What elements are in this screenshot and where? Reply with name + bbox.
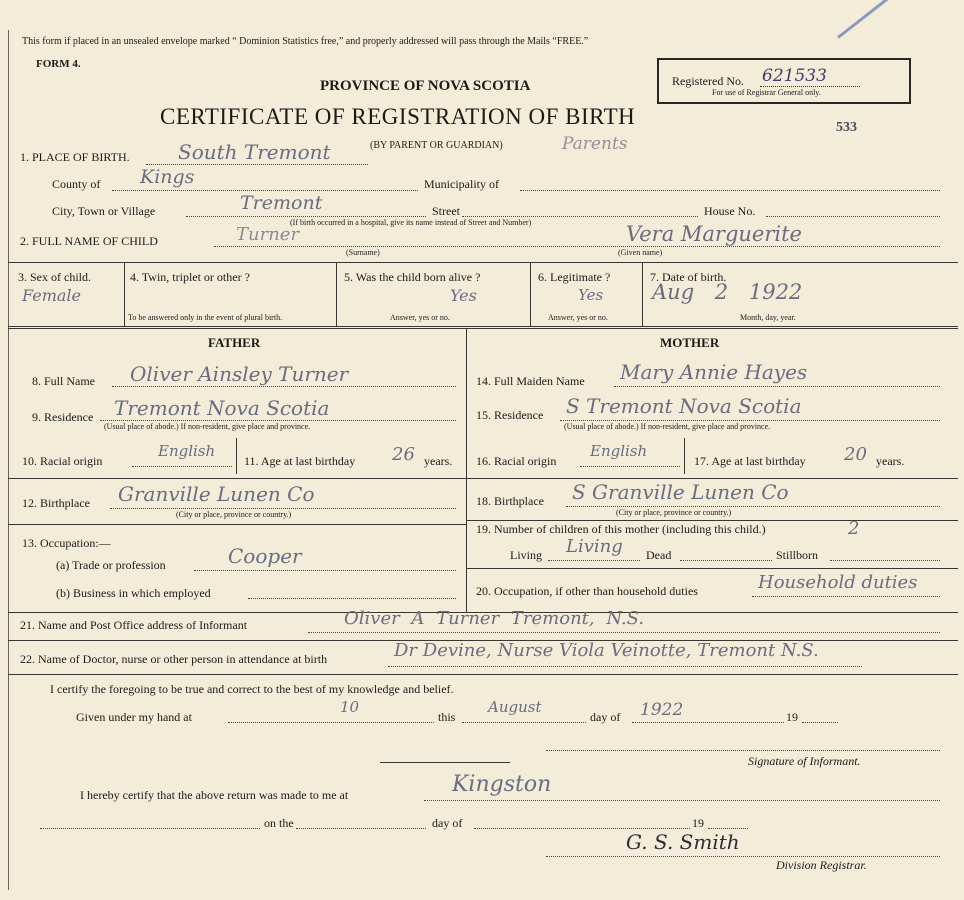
year2-line [708,828,748,829]
legitimate-value: Yes [578,286,604,304]
father-occupation-label: 13. Occupation:— [22,536,111,550]
father-mid-rule [8,478,466,479]
county-label: County of [52,177,101,191]
dead-line [680,560,772,561]
father-age-divider [236,438,237,474]
row3-divider-4 [642,262,643,326]
living-value: Living [566,536,623,557]
page-edge-line [8,30,9,890]
twin-note: To be answered only in the event of plural birth. [128,313,283,322]
mother-occupation-label: 20. Occupation, if other than household duties [476,584,698,598]
given-under-label: Given under my hand at [76,710,192,724]
date-of-birth-label: 7. Date of birth. [650,270,727,284]
date-note: Month, day, year. [740,313,796,322]
mother-racial-value: English [590,442,648,460]
city-value: Tremont [240,192,323,214]
county-value: Kings [140,166,195,188]
on-the-label: on the [264,816,294,830]
certify-statement: I certify the foregoing to be true and correct to the best of my knowledge and belief. [50,682,454,696]
house-line [766,216,940,217]
place-of-birth-label: 1. PLACE OF BIRTH. [20,150,130,164]
father-racial-label: 10. Racial origin [22,454,103,468]
mother-heading: MOTHER [660,335,720,350]
hospital-note: (If birth occurred in a hospital, give its name instead of Street and Number) [290,218,532,227]
doctor-value: Dr Devine, Nurse Viola Veinotte, Tremont N.S. [394,640,819,661]
registrar-signature-line [546,856,940,857]
father-birthplace-note: (City or place, province or country.) [176,510,292,519]
father-residence-line [100,420,456,421]
mother-racial-line [580,466,680,467]
doctor-label: 22. Name of Doctor, nurse or other person in attendance at birth [20,652,328,666]
father-occ-rule [8,524,466,525]
mother-residence-label: 15. Residence [476,408,544,422]
twin-label: 4. Twin, triplet or other ? [130,270,250,284]
year-line [802,722,838,723]
on-the-pre-line [40,828,260,829]
mother-birthplace-line [566,506,940,507]
doctor-line [388,666,862,667]
legitimate-note: Answer, yes or no. [548,313,608,322]
day-of-line [632,722,784,723]
legitimate-label: 6. Legitimate ? [538,270,611,284]
day-of2-line [474,828,690,829]
row3-divider-1 [124,262,125,326]
father-residence-value: Tremont Nova Scotia [114,396,330,420]
surname-caption: (Surname) [346,248,380,257]
father-racial-line [132,466,232,467]
mother-residence-note: (Usual place of abode.) If non-resident, give place and province. [564,422,771,431]
place-line [146,164,368,165]
registrar-general-note: For use of Registrar General only. [712,88,821,97]
dead-label: Dead [646,548,672,562]
mother-birthplace-note: (City or place, province or country.) [616,508,732,517]
child-name-label: 2. FULL NAME OF CHILD [20,234,158,248]
father-years-label: years. [424,454,453,468]
row3-divider-3 [530,262,531,326]
mail-notice: This form if placed in an unsealed envelope marked “ Dominion Statistics free,” and properly addressed will pass through the Mails “FREE.” [22,36,589,47]
father-residence-label: 9. Residence [32,410,94,424]
mother-occ-rule [466,568,958,569]
mother-name-line [614,386,940,387]
house-label: House No. [704,204,756,218]
father-birthplace-line [110,508,456,509]
mother-age-divider [684,438,685,474]
registered-label: Registered No. [672,74,744,88]
city-label: City, Town or Village [52,204,156,218]
registrar-signature: G. S. Smith [626,830,740,854]
street-line [462,216,698,217]
sex-label: 3. Sex of child. [18,270,91,284]
given-caption: (Given name) [618,248,663,257]
child-surname-value: Turner [236,224,300,245]
separator-rule [380,762,510,763]
mother-occupation-value: Household duties [758,572,918,593]
mother-birthplace-label: 18. Birthplace [476,494,544,508]
mother-name-label: 14. Full Maiden Name [476,374,585,388]
business-label: (b) Business in which employed [56,586,211,600]
form-number: FORM 4. [36,58,81,70]
day-of2-label: day of [432,816,463,830]
parents-top-rule [8,328,958,329]
mother-mid-rule [466,478,958,479]
mother-residence-line [560,420,940,421]
certify-top-rule [8,674,958,675]
certificate-title: CERTIFICATE OF REGISTRATION OF BIRTH [160,104,636,129]
mother-years-label: years. [876,454,905,468]
child-given-value: Vera Marguerite [626,222,802,246]
year-written-value: 1922 [640,700,684,720]
row3-divider-2 [336,262,337,326]
year-prefix-label: 19 [786,710,798,724]
alive-label: 5. Was the child born alive ? [344,270,481,284]
mother-occupation-line [752,596,940,597]
day-of-label: day of [590,710,621,724]
informant-signature-line [546,750,940,751]
on-the-line [296,828,426,829]
living-line [548,560,640,561]
father-name-label: 8. Full Name [32,374,95,388]
by-parent-label: (BY PARENT OR GUARDIAN) [370,140,503,151]
mother-age-value: 20 [844,444,867,465]
father-age-value: 26 [392,444,415,465]
province-heading: PROVINCE OF NOVA SCOTIA [320,78,531,94]
mother-children-value: 2 [848,518,860,539]
trade-label: (a) Trade or profession [56,558,166,572]
blue-pencil-mark [837,0,918,39]
county-line [112,190,418,191]
sex-value: Female [22,286,81,305]
street-label: Street [432,204,460,218]
stamp-number: 533 [836,120,857,135]
stillborn-label: Stillborn [776,548,819,562]
father-racial-value: English [158,442,216,460]
informant-value: Oliver A Turner Tremont, N.S. [344,608,645,629]
date-of-birth-value: Aug 2 1922 [652,280,803,304]
father-birthplace-label: 12. Birthplace [22,496,90,510]
mother-children-label: 19. Number of children of this mother (including this child.) [476,522,766,536]
this-line [462,722,586,723]
this-label: this [438,710,456,724]
municipality-label: Municipality of [424,177,499,191]
business-line [248,598,456,599]
stillborn-line [830,560,940,561]
municipality-line [520,190,940,191]
division-registrar-label: Division Registrar. [776,858,867,872]
father-heading: FATHER [208,335,261,350]
parents-divider [466,328,467,612]
mother-age-label: 17. Age at last birthday [694,454,806,468]
month-value: August [488,698,542,716]
registered-number: 621533 [762,66,827,86]
year2-label: 19 [692,816,704,830]
mother-racial-label: 16. Racial origin [476,454,557,468]
row3-top-rule [8,262,958,263]
trade-line [194,570,456,571]
trade-value: Cooper [228,544,302,568]
mother-children-rule [466,520,958,521]
living-label: Living [510,548,542,562]
place-of-birth-value: South Tremont [178,140,331,164]
return-line [424,800,940,801]
alive-value: Yes [450,286,477,305]
by-parent-value: Parents [562,134,628,154]
registered-line [760,86,860,87]
father-name-value: Oliver Ainsley Turner [130,362,349,386]
row3-bottom-rule [8,326,958,327]
father-birthplace-value: Granville Lunen Co [118,482,315,506]
father-residence-note: (Usual place of abode.) If non-resident, give place and province. [104,422,311,431]
mother-residence-value: S Tremont Nova Scotia [566,394,802,418]
informant-label: 21. Name and Post Office address of Informant [20,618,248,632]
given-day-value: 10 [340,698,360,716]
alive-note: Answer, yes or no. [390,313,450,322]
return-label: I hereby certify that the above return was made to me at [80,788,349,802]
informant-line [308,632,940,633]
father-name-line [112,386,456,387]
mother-name-value: Mary Annie Hayes [620,360,808,384]
child-name-line [214,246,940,247]
given-at-line [228,722,434,723]
city-line [186,216,426,217]
return-place-value: Kingston [452,772,552,797]
signature-informant-label: Signature of Informant. [748,754,861,768]
mother-birthplace-value: S Granville Lunen Co [572,480,789,504]
father-age-label: 11. Age at last birthday [244,454,356,468]
